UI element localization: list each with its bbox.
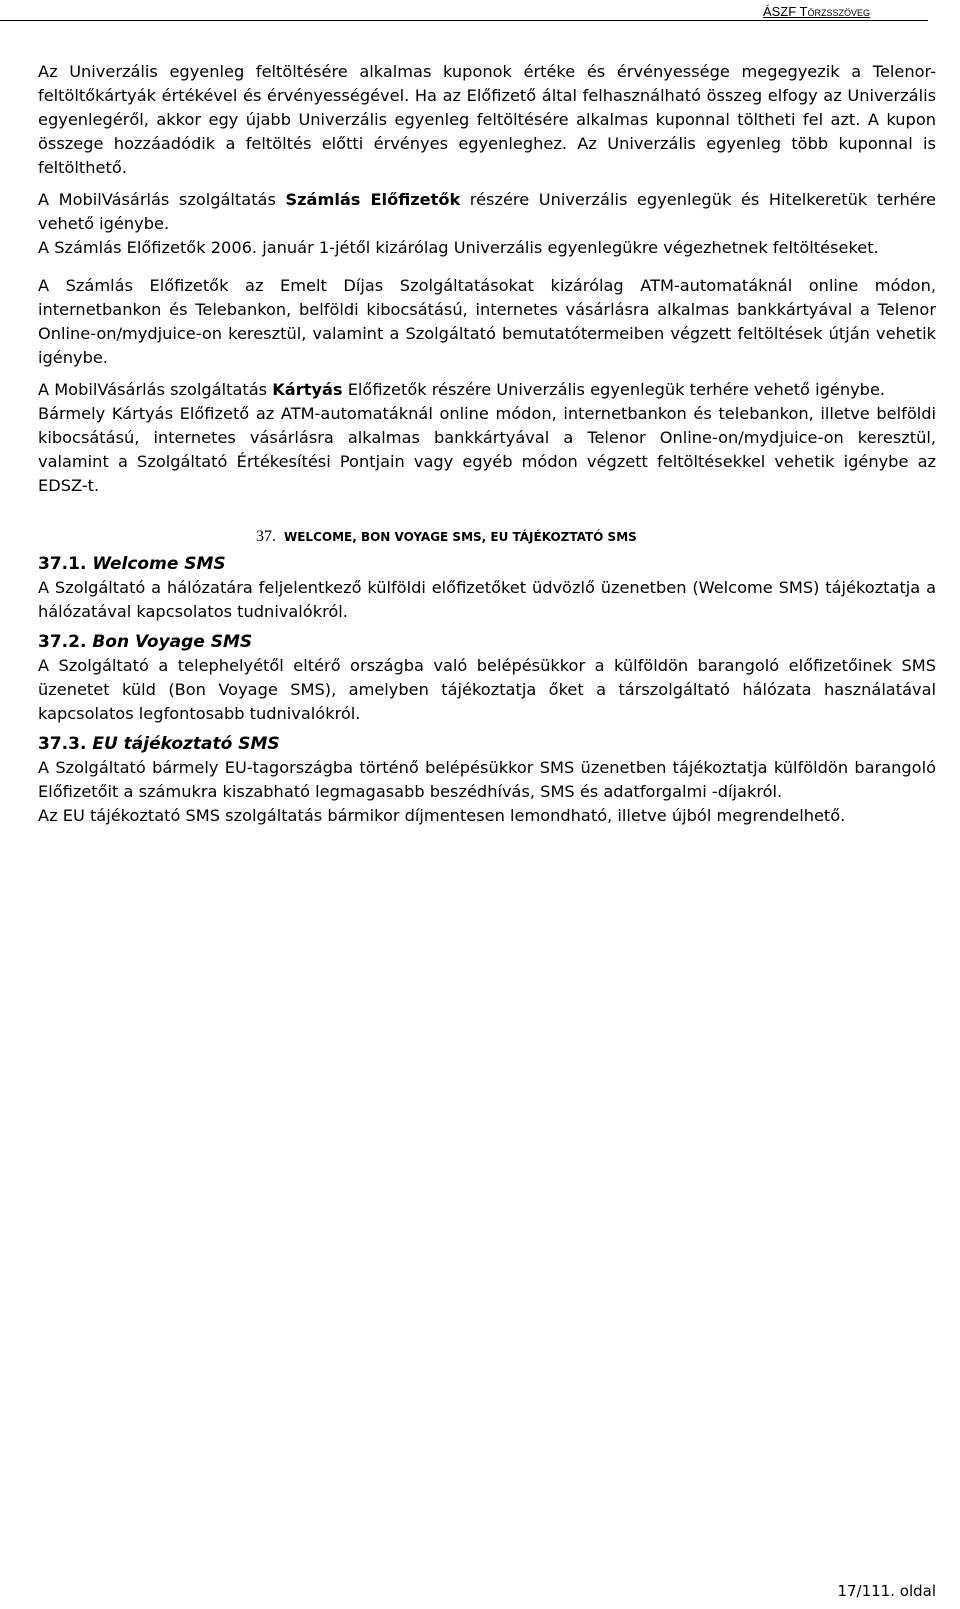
page-header: [0, 2, 928, 21]
section-title: Welcome SMS: [92, 554, 226, 574]
chapter-title: WELCOME, BON VOYAGE SMS, EU TÁJÉKOZTATÓ SMS: [284, 530, 637, 544]
section-body: A Szolgáltató bármely EU-tagországba történő belépésükkor SMS üzenetben tájékoztatja külföldön barangoló Előfizetőit a számukra kiszabható legmagasabb beszédhívás, SMS és adatforgalmi -díjakról.: [38, 758, 936, 801]
section-number: 37.1.: [38, 554, 87, 574]
bold-kartyas: Kártyás: [272, 380, 343, 399]
document-body: [38, 60, 936, 828]
page-number: 17/111. oldal: [837, 1582, 936, 1600]
bold-szamlas-elofizetok: Számlás Előfizetők: [285, 190, 461, 209]
section-heading: [38, 552, 936, 576]
section-number: 37.3.: [38, 734, 87, 754]
section-heading: [38, 732, 936, 756]
section-title: EU tájékoztató SMS: [92, 734, 280, 754]
header-title: ÁSZF Törzsszöveg: [762, 4, 870, 19]
paragraph-emelt-dijas: A Számlás Előfizetők az Emelt Díjas Szolgáltatásokat kizárólag ATM-automatáknál online módon, internetbankon és Telebankon, belföldi kibocsátású, internetes vásárlásra alkalmas bankkártyával a Telenor Online-on/mydjuice-on keresztül, valamint a Szolgáltató bemutatótermeiben végzett feltöltések útján vehetik igénybe.: [38, 276, 936, 367]
chapter-number: 37.: [256, 528, 276, 545]
section-number: 37.2.: [38, 632, 87, 652]
paragraph-mobilvasarlas-szamlas: A MobilVásárlás szolgáltatás Számlás Előfizetők részére Univerzális egyenlegük és Hitelkeretük terhére vehető igénybe.: [38, 190, 936, 233]
chapter-heading: [38, 522, 936, 550]
section-title: Bon Voyage SMS: [92, 632, 253, 652]
paragraph-mobilvasarlas-kartyas: A MobilVásárlás szolgáltatás Kártyás Előfizetők részére Univerzális egyenlegük terhére vehető igénybe.: [38, 380, 886, 399]
paragraph-szamlas-2006: A Számlás Előfizetők 2006. január 1-jétől kizárólag Univerzális egyenlegükre végezhetnek feltöltéseket.: [38, 238, 879, 257]
section-body: Az EU tájékoztató SMS szolgáltatás bármikor díjmentesen lemondható, illetve újból megrendelhető.: [38, 806, 846, 825]
section-heading: [38, 630, 936, 654]
paragraph-universal-balance: Az Univerzális egyenleg feltöltésére alkalmas kuponok értéke és érvényessége megegyezik a Telenor-feltöltőkártyák értékével és érvényességével. Ha az Előfizető által felhasználható összeg elfogy az Univerzális egyenlegéről, akkor egy újabb Univerzális egyenleg feltöltésére alkalmas kuponnal töltheti fel azt. A kupon összege hozzáadódik a feltöltés előtti érvényes egyenleghez. Az Univerzális egyenleg több kuponnal is feltölthető.: [38, 62, 936, 177]
section-body: A Szolgáltató a telephelyétől eltérő országba való belépésükkor a külföldön barangoló előfizetőinek SMS üzenetet küld (Bon Voyage SMS), amelyben tájékoztatja őket a társzolgáltató hálózata használatával kapcsolatos legfontosabb tudnivalókról.: [38, 656, 936, 723]
section-body: A Szolgáltató a hálózatára feljelentkező külföldi előfizetőket üdvözlő üzenetben (Welcome SMS) tájékoztatja a hálózatával kapcsolatos tudnivalókról.: [38, 578, 936, 621]
paragraph-kartyas-feltoltes: Bármely Kártyás Előfizető az ATM-automatáknál online módon, internetbankon és telebankon, illetve belföldi kibocsátású, internetes vásárlásra alkalmas bankkártyával a Telenor Online-on/mydjuice-on keresztül, valamint a Szolgáltató Értékesítési Pontjain vagy egyéb módon végzett feltöltésekkel vehetik igénybe az EDSZ-t.: [38, 404, 936, 495]
